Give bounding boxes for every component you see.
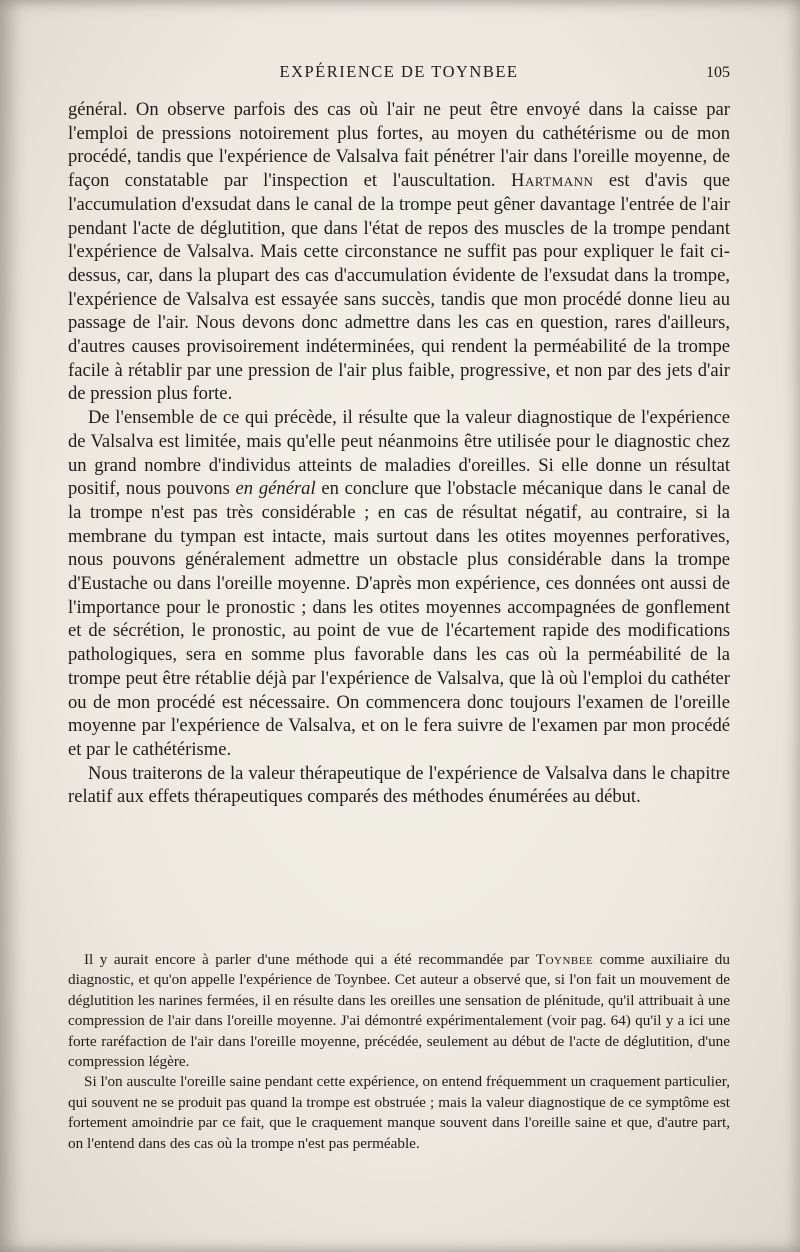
paragraph-2-part-b: en conclure que l'obstacle mécanique dans le canal de la trompe n'est pas très considérable ; en cas de résultat négatif, au contraire, si la membrane du tympan est intacte, mais surtout dans les otites moyennes perforatives, nous pouvons généralement admettre un obstacle plus considérable dans la trompe d'Eustache ou dans l'oreille moyenne. D'après mon expérience, ces données ont aussi de l'importance pour le pronostic ; dans les otites moyennes accompagnées de gonflement et de sécrétion, le pronostic, au point de vue de l'écartement rapide des modifications pathologiques, sera en somme plus favorable dans les cas où la perméabilité de la trompe peut être rétablie déjà par l'expérience de Valsalva, que là où l'emploi du cathéter ou de mon procédé est nécessaire. On commencera donc toujours l'examen de l'oreille moyenne par l'expérience de Valsalva, et on le fera suivre de l'examen par mon procédé et par le cathétérisme. <box>68 478 730 760</box>
notes-section <box>68 950 730 1154</box>
running-title: EXPÉRIENCE DE TOYNBEE <box>279 62 519 81</box>
paragraph-2-part-a: De l'ensemble de ce qui précède, il résulte que la valeur diagnostique de l'expérience de Valsalva est limitée, mais qu'elle peut néanmoins être utilisée pour le diagnostic chez un grand nombre d'individus atteints de maladies d'oreilles. Si elle donne un résultat positif, nous pouvons <box>68 407 730 500</box>
main-text <box>68 98 730 809</box>
emphasis-en-general: en général <box>235 478 316 500</box>
note-1-part-a: Il y aurait encore à parler d'une méthode qui a été recommandée par <box>84 951 536 968</box>
author-name-hartmann: Hartmann <box>511 170 594 192</box>
paragraph-2 <box>68 406 730 762</box>
note-1-part-b: comme auxiliaire du diagnostic, et qu'on appelle l'expérience de Toynbee. Cet auteur a observé que, si l'on fait un mouvement de déglutition les narines fermées, il en résulte dans les oreilles une sensation de plénitude, qu'il attribuait à une compression de l'air dans l'oreille moyenne. J'ai démontré expérimentalement (voir pag. 64) qu'il y a ici une forte raréfaction de l'air dans l'oreille moyenne, précédée, seulement au début de l'acte de déglutition, d'une compression légère. <box>68 951 730 1071</box>
paragraph-3: Nous traiterons de la valeur thérapeutique de l'expérience de Valsalva dans le chapitre relatif aux effets thérapeutiques comparés des méthodes énumérées au début. <box>68 762 730 808</box>
paragraph-1-part-a: général. On observe parfois des cas où l'air ne peut être envoyé dans la caisse par l'emploi de pressions notoirement plus fortes, au moyen du cathétérisme ou de mon procédé, tandis que l'expérience de Valsalva fait pénétrer l'air dans l'oreille moyenne, de façon constatable par l'inspection et l'auscultation. <box>68 99 730 192</box>
page-number: 105 <box>706 64 730 81</box>
paragraph-1-part-b: est d'avis que l'accumulation d'exsudat dans le canal de la trompe peut gêner davantage l'entrée de l'air pendant l'acte de déglutition, que dans l'état de repos des muscles de la trompe pendant l'expérience de Valsalva. Mais cette circonstance ne suffit pas pour expliquer le fait ci-dessus, car, dans la plupart des cas d'accumulation évidente de l'exsudat dans la trompe, l'expérience de Valsalva est essayée sans succès, tandis que mon procédé donne lieu au passage de l'air. Nous devons donc admettre dans les cas en question, rares d'ailleurs, d'autres causes provisoirement indéterminées, qui rendent la perméabilité de la trompe facile à rétablir par une pression de l'air plus faible, progressive, et non par des jets d'air de pression plus forte. <box>68 170 730 405</box>
author-name-toynbee: Toynbee <box>535 951 594 968</box>
note-2: Si l'on ausculte l'oreille saine pendant cette expérience, on entend fréquemment un craquement particulier, qui souvent ne se produit pas quand la trompe est obstruée ; mais la valeur diagnostique de ce symptôme est fortement amoindrie par ce fait, que le craquement manque souvent dans l'oreille saine et que, d'autre part, on l'entend dans des cas où la trompe n'est pas perméable. <box>68 1073 730 1152</box>
paragraph-1 <box>68 98 730 406</box>
note-1 <box>68 950 730 1072</box>
page-header <box>68 60 730 88</box>
